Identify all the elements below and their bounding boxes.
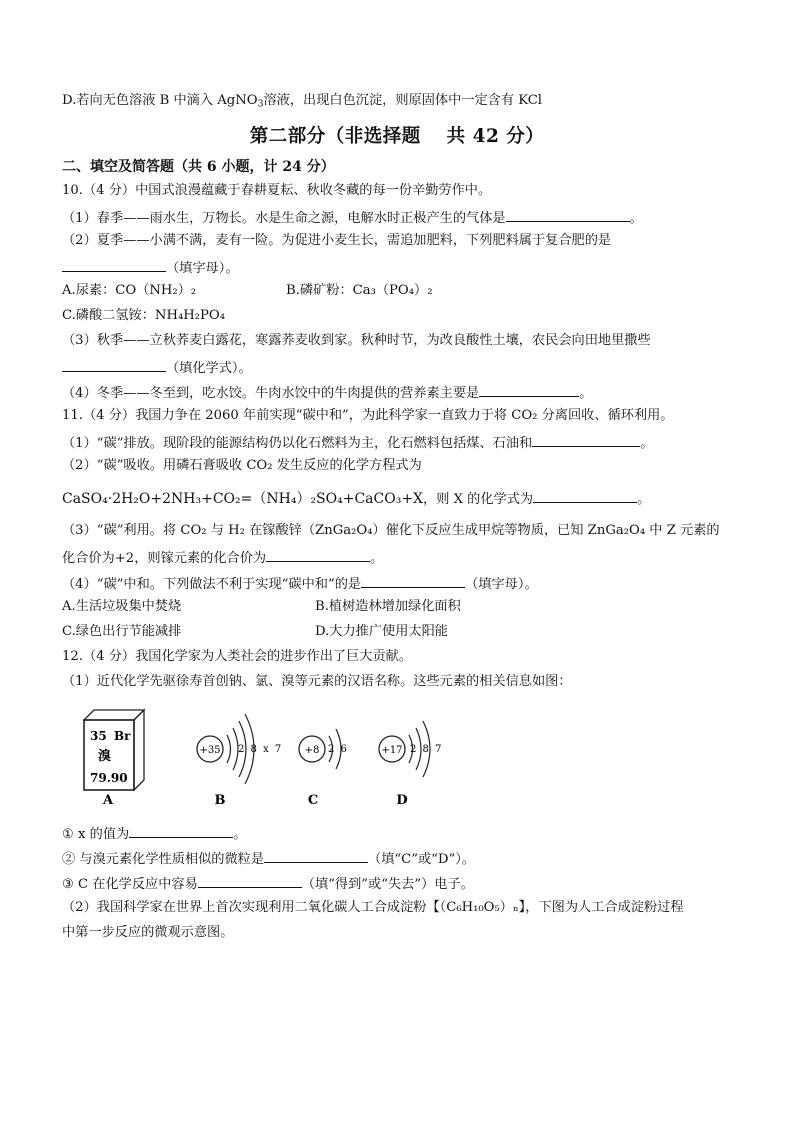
q11-part3b-end: 。 — [370, 551, 384, 566]
atom-diagram-c — [299, 729, 348, 769]
option-d-sub: 3 — [257, 98, 264, 110]
box-number: 35 — [90, 729, 107, 743]
q12-sub3 — [62, 873, 474, 894]
q12-sub3-text: ③ C 在化学反应中容易 — [62, 877, 198, 892]
q11-part1-blank[interactable] — [532, 432, 640, 447]
q11-equation-tail: ，则 X 的化学式为 — [423, 492, 534, 507]
q10-part3: （3）秋季——立秋荞麦白露花，寒露荞麦收到家。秋种时节，为改良酸性土壤，农民会向田地里撒些 — [62, 333, 651, 348]
q12-sub2-fill: （填“C”或“D”）。 — [368, 852, 475, 867]
q11-equation-end: 。 — [637, 492, 651, 507]
q10-part2-blank[interactable] — [62, 257, 166, 272]
q10-part4-blank[interactable] — [479, 382, 579, 397]
q12-sub2-blank[interactable] — [264, 848, 368, 863]
q11-part4-blank[interactable] — [361, 573, 465, 588]
atom-diagram-d — [379, 721, 443, 777]
q11-part3a: （3）“碳”利用。将 CO₂ 与 H₂ 在镓酸锌（ZnGa₂O₄）催化下反应生成甲烷等物质，已知 ZnGa₂O₄ 中 Z 元素的 — [62, 523, 720, 538]
part-title: 第二部分（非选择题 共 42 分） — [249, 126, 545, 147]
q10-part3-fill — [62, 357, 252, 378]
q12-sub1 — [62, 823, 246, 844]
label-b: B — [214, 793, 226, 808]
q10-part3-fill-text: （填化学式）。 — [166, 361, 252, 376]
q11-part3b — [62, 547, 383, 568]
atom-c-nucleus: +8 — [304, 745, 320, 756]
q10-part2-fill-text: （填字母）。 — [166, 261, 239, 276]
q11-part1-end: 。 — [640, 436, 654, 451]
atom-b-nucleus: +35 — [199, 745, 221, 756]
q11-part1 — [62, 432, 653, 453]
q12-stem: 12.（4 分）我国化学家为人类社会的进步作出了巨大贡献。 — [62, 649, 413, 664]
atom-c-shells: 2 6 — [328, 744, 349, 755]
label-d: D — [396, 793, 408, 808]
box-mass: 79.90 — [90, 771, 128, 785]
section-heading: 二、填空及简答题（共 6 小题，计 24 分） — [62, 159, 335, 175]
element-box-a — [84, 710, 144, 790]
q11-option-a: A.生活垃圾集中焚烧 — [62, 599, 182, 614]
q10-part4 — [62, 382, 592, 403]
q10-part4-text: （4）冬季——冬至到，吃水饺。牛肉水饺中的牛肉提供的营养素主要是 — [62, 386, 480, 401]
q12-sub3-fill: （填“得到”或“失去”）电子。 — [301, 877, 474, 892]
q11-equation: CaSO₄·2H₂O+2NH₃+CO₂=（NH₄）₂SO₄+CaCO₃+X — [62, 491, 424, 507]
option-d-rest: 溶液，出现白色沉淀，则原固体中一定含有 KCl — [263, 93, 543, 108]
q12-sub3-blank[interactable] — [198, 873, 302, 888]
q10-part1-end: 。 — [629, 211, 643, 226]
atom-d-nucleus: +17 — [381, 745, 403, 756]
q11-part4 — [62, 573, 538, 594]
q12-part1: （1）近代化学先驱徐寿首创钠、氯、溴等元素的汉语名称。这些元素的相关信息如图： — [62, 674, 572, 689]
q11-option-c: C.绿色出行节能减排 — [62, 624, 182, 639]
q12-sub2 — [62, 848, 475, 869]
q11-part3b-blank[interactable] — [266, 547, 370, 562]
q12-part2b: 中第一步反应的微观示意图。 — [62, 925, 234, 940]
q10-part4-end: 。 — [579, 386, 593, 401]
q11-part3b-text: 化合价为+2，则镓元素的化合价为 — [62, 551, 267, 566]
q11-part4-fill: （填字母）。 — [465, 577, 538, 592]
q11-part2: （2）“碳”吸收。用磷石膏吸收 CO₂ 发生反应的化学方程式为 — [62, 458, 422, 473]
q10-part2: （2）夏季——小满不满，麦有一险。为促进小麦生长，需追加肥料，下列肥料属于复合肥的是 — [62, 233, 612, 248]
q12-sub2-text: ② 与溴元素化学性质相似的微粒是 — [62, 852, 265, 867]
q12-sub1-blank[interactable] — [129, 823, 233, 838]
q12-part2a: （2）我国科学家在世界上首次实现利用二氧化碳人工合成淀粉【（C₆H₁₀O₅）ₙ】，下图为人工合成淀粉过程 — [62, 900, 684, 915]
q11-stem: 11.（4 分）我国力争在 2060 年前实现“碳中和”，为此科学家一直致力于将 CO₂ 分离回收、循环利用。 — [62, 408, 674, 423]
q10-option-b: B.磷矿粉：Ca₃（PO₄）₂ — [286, 283, 433, 298]
box-name: 溴 — [98, 749, 112, 764]
q10-option-c: C.磷酸二氢铵：NH₄H₂PO₄ — [62, 308, 226, 323]
q11-option-b: B.植树造林增加绿化面积 — [315, 599, 461, 614]
box-symbol: Br — [114, 729, 131, 743]
option-d-text: D.若向无色溶液 B 中滴入 AgNO — [62, 93, 258, 108]
q11-part4-text: （4）“碳”中和。下列做法不利于实现“碳中和”的是 — [62, 577, 362, 592]
atom-d-shells: 2 8 7 — [410, 744, 443, 755]
label-a: A — [102, 793, 114, 808]
option-d-line — [62, 92, 542, 113]
label-c: C — [307, 793, 319, 808]
q11-option-d: D.大力推广使用太阳能 — [315, 624, 448, 639]
q12-sub1-text: ① x 的值为 — [62, 827, 130, 842]
q10-stem: 10.（4 分）中国式浪漫蕴藏于春耕夏耘、秋收冬藏的每一份辛勤劳作中。 — [62, 183, 492, 198]
q10-part1 — [62, 207, 643, 228]
q11-equation-blank[interactable] — [533, 488, 637, 503]
q11-part1-text: （1）“碳”排放。现阶段的能源结构仍以化石燃料为主，化石燃料包括煤、石油和 — [62, 436, 533, 451]
atom-b-shells: 2 8 x 7 — [238, 744, 283, 755]
q11-equation-line — [62, 488, 650, 509]
q10-option-a: A.尿素：CO（NH₂）₂ — [62, 283, 197, 298]
q12-sub1-end: 。 — [233, 827, 247, 842]
element-figure — [62, 700, 462, 815]
q10-part1-text: （1）春季——雨水生，万物长。水是生命之源，电解水时正极产生的气体是 — [62, 211, 506, 226]
q10-part1-blank[interactable] — [506, 207, 630, 222]
q10-part2-fill — [62, 257, 239, 278]
q10-part3-blank[interactable] — [62, 357, 166, 372]
atom-diagram-b — [197, 714, 283, 784]
